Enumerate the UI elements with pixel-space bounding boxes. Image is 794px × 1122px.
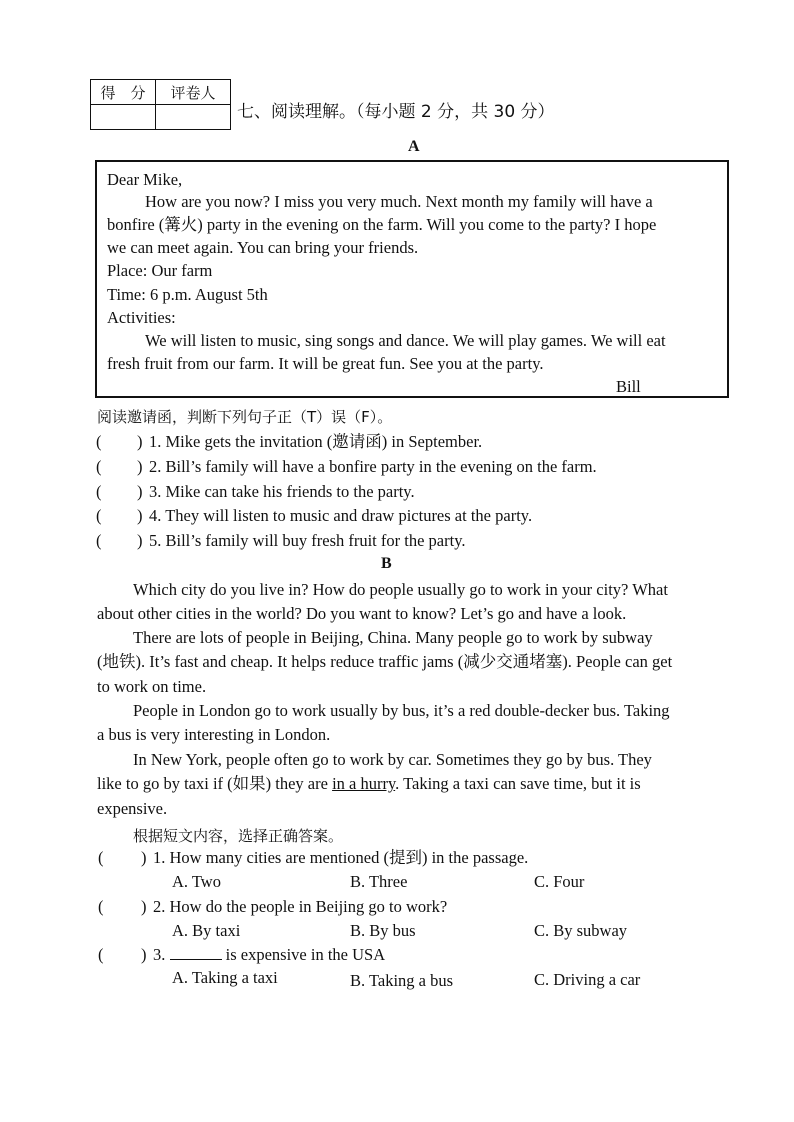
option-b: B. By bus <box>350 921 416 940</box>
answer-blank <box>170 945 222 960</box>
question-stem: 1. How many cities are mentioned (提到) in the passage. <box>153 848 529 867</box>
answer-bracket-open: ( <box>96 457 102 476</box>
passage-line: a bus is very interesting in London. <box>97 725 331 744</box>
letter-time: Time: 6 p.m. August 5th <box>107 285 268 304</box>
answer-bracket-close: ) <box>137 506 143 525</box>
option-c: C. Driving a car <box>534 970 641 989</box>
question-number: 3. <box>153 945 166 964</box>
question-text: 5. Bill’s family will buy fresh fruit for the party. <box>149 531 466 550</box>
answer-bracket-open: ( <box>98 848 104 867</box>
passage-line: In New York, people often go to work by car. Sometimes they go by bus. They <box>133 750 652 769</box>
passage-line: about other cities in the world? Do you want to know? Let’s go and have a look. <box>97 604 627 623</box>
letter-activity-line: fresh fruit from our farm. It will be great fun. See you at the party. <box>107 354 544 373</box>
score-table <box>90 79 231 130</box>
answer-bracket-open: ( <box>96 432 102 451</box>
answer-bracket-close: ) <box>141 848 147 867</box>
passage-fragment: like to go by taxi if (如果) they are <box>97 774 333 793</box>
letter-body-line: we can meet again. You can bring your friends. <box>107 238 419 257</box>
section-title: 七、阅读理解。（每小题 2 分，共 30 分） <box>237 102 555 122</box>
option-a: A. By taxi <box>172 921 241 940</box>
passage-line: expensive. <box>97 799 168 818</box>
answer-bracket-close: ) <box>137 482 143 501</box>
option-b: B. Three <box>350 872 408 891</box>
question-text: is expensive in the USA <box>225 945 386 964</box>
score-label: 得 分 <box>91 80 156 105</box>
answer-bracket-close: ) <box>137 531 143 550</box>
passage-line: There are lots of people in Beijing, China. Many people go to work by subway <box>133 628 653 647</box>
question-text: 4. They will listen to music and draw pictures at the party. <box>149 506 533 525</box>
answer-bracket-open: ( <box>96 531 102 550</box>
part-a-instruction: 阅读邀请函，判断下列句子正（T）误（F）。 <box>97 408 393 426</box>
letter-activities-label: Activities: <box>107 308 176 327</box>
question-stem: 2. How do the people in Beijing go to work? <box>153 897 448 916</box>
letter-activity-line: We will listen to music, sing songs and dance. We will play games. We will eat <box>145 331 666 350</box>
answer-bracket-close: ) <box>141 897 147 916</box>
part-b-label: B <box>381 555 392 572</box>
letter-greeting: Dear Mike, <box>107 170 183 189</box>
passage-line: Which city do you live in? How do people usually go to work in your city? What <box>133 580 668 599</box>
question-text: 1. Mike gets the invitation (邀请函) in September. <box>149 432 483 451</box>
answer-bracket-close: ) <box>141 945 147 964</box>
question-stem <box>153 945 385 965</box>
passage-line: People in London go to work usually by bus, it’s a red double-decker bus. Taking <box>133 701 670 720</box>
option-c: C. Four <box>534 872 585 891</box>
part-b-instruction: 根据短文内容，选择正确答案。 <box>133 827 344 845</box>
letter-place: Place: Our farm <box>107 261 213 280</box>
grader-cell <box>156 105 231 130</box>
part-a-label: A <box>408 138 420 155</box>
letter-signature: Bill <box>616 377 641 396</box>
letter-body-line: How are you now? I miss you very much. Next month my family will have a <box>145 192 653 211</box>
answer-bracket-open: ( <box>96 506 102 525</box>
option-c: C. By subway <box>534 921 628 940</box>
answer-bracket-open: ( <box>98 945 104 964</box>
answer-bracket-close: ) <box>137 432 143 451</box>
question-text: 2. Bill’s family will have a bonfire party in the evening on the farm. <box>149 457 597 476</box>
score-cell <box>91 105 156 130</box>
underlined-phrase: in a hurry <box>332 774 396 793</box>
grader-label: 评卷人 <box>156 80 231 105</box>
passage-fragment: . Taking a taxi can save time, but it is <box>395 774 641 793</box>
question-text: 3. Mike can take his friends to the party. <box>149 482 415 501</box>
passage-line: to work on time. <box>97 677 207 696</box>
passage-line <box>97 774 641 794</box>
answer-bracket-open: ( <box>98 897 104 916</box>
answer-bracket-open: ( <box>96 482 102 501</box>
option-b: B. Taking a bus <box>350 971 454 990</box>
option-a: A. Two <box>172 872 221 891</box>
letter-body-line: bonfire (篝火) party in the evening on the farm. Will you come to the party? I hope <box>107 215 657 234</box>
answer-bracket-close: ) <box>137 457 143 476</box>
passage-line: (地铁). It’s fast and cheap. It helps reduce traffic jams (减少交通堵塞). People can get <box>97 652 673 671</box>
option-a: A. Taking a taxi <box>172 968 278 987</box>
